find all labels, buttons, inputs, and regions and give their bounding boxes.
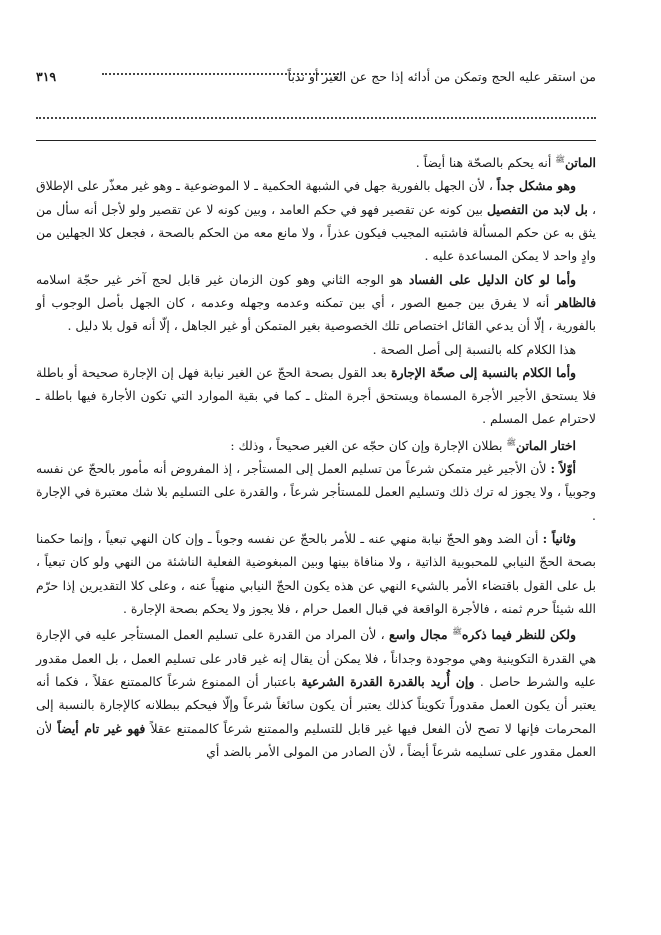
- text-run: أنه لا يفرق بين جميع الصور ، أي بين تمكنه وعدمه وجهله وعدمه ، كان الجهل بأصل الوجوب أو بالفورية ، إلّا أن يدعي القائل اختصاص تلك الخصوصية بغير المتمكن أو غير الجاهل ، إلّا أنه قول بلا دليل .: [36, 294, 596, 334]
- honorific-mark: ﷺ: [506, 437, 517, 447]
- bold-phrase: بل لابد من التفصيل: [487, 201, 588, 217]
- bold-phrase: مجال واسع: [388, 627, 453, 643]
- paragraph: [36, 527, 596, 620]
- text-run: ، لأن المراد من القدرة على تسليم العمل المستأجر عليه في الإجارة هي القدرة التكوينية وهي موجودة وجداناً ، فلا يمكن أن يقال إنه غير قادر على تسليم العمل ، بل العمل مقدور عليه والشرط حاصل .: [36, 627, 596, 689]
- page-number: ٣١٩: [36, 69, 57, 84]
- text-run: هذا الكلام كله بالنسبة إلى أصل الصحة .: [372, 341, 576, 357]
- bold-phrase: فهو غير تام أيضاً: [57, 720, 146, 736]
- bold-phrase: وإن أُريد بالقدرة القدرة الشرعية: [301, 673, 475, 689]
- text-run: لأن الأجير غير متمكن شرعاً من تسليم العمل إلى المستأجر ، إذ المفروض أنه مأمور بالحجّ عن نفسه وجوبياً ، ولا يجوز له ترك ذلك وتسليم العمل للمستأجر شرعاً ، والقدرة على التسليم بلا شك معتبرة في الإجارة .: [36, 461, 596, 523]
- text-run: لأن العمل مقدور على تسليمه شرعاً أيضاً ، لأن الصادر من المولى الأمر بالضد أي: [36, 720, 596, 759]
- bold-phrase: الماتن: [564, 155, 596, 171]
- paragraph: [36, 431, 596, 457]
- paragraph: [36, 338, 596, 361]
- honorific-mark: ﷺ: [452, 627, 462, 637]
- bold-phrase: فالظاهر: [555, 294, 596, 310]
- bold-phrase: ولكن للنظر فيما ذكره: [461, 627, 576, 643]
- bold-phrase: وأما الكلام بالنسبة إلى صحّة الإجارة: [390, 364, 576, 380]
- dotted-separator: [36, 117, 596, 119]
- text-run: بطلان الإجارة وإن كان حجّه عن الغير صحيحاً ، وذلك :: [230, 437, 507, 453]
- text-run: هو الوجه الثاني وهو كون الزمان غير قابل لحج آخر غير حجّة اسلامه: [36, 271, 409, 287]
- bold-phrase: وأما لو كان الدليل على الفساد: [408, 271, 576, 287]
- paragraph: [36, 174, 596, 267]
- bold-phrase: اختار الماتن: [516, 437, 576, 453]
- text-run: ، لأن الجهل بالفورية جهل في الشبهة الحكمية ـ لا الموضوعية ـ وهو غير معذّر على الإطلاق ،: [36, 178, 596, 217]
- text-run: باعتبار أن الممنوع شرعاً كالممتنع عقلاً ، فكما أنه يعتبر أن يكون العمل مقدوراً تكويناً كذلك يعتبر أن يكون سائغاً شرعاً وإلّا فيحكم ببطلانه كالإجارة بالنسبة إلى المحرمات فإنها لا تصح لأن الفعل فيها غير قابل للتسليم والممتنع شرعاً كالممتنع عقلاً: [36, 673, 596, 736]
- dotted-leader: [102, 73, 342, 75]
- text-run: بعد القول بصحة الحجّ عن الغير نيابة فهل إن الإجارة صحيحة أو باطلة فلا يستحق الأجير الأجرة المسماة ويستحق أجرة المثل ـ كما في بقية الموارد التي تكون الأجارة فيها باطلة ـ لاحترام عمل المسلم .: [36, 364, 596, 427]
- bold-phrase: وهو مشكل جداً: [496, 178, 577, 194]
- paragraph: [36, 457, 596, 527]
- book-page: [36, 0, 596, 935]
- body-text: [36, 148, 596, 763]
- bold-phrase: أوّلاً :: [550, 461, 576, 477]
- honorific-mark: ﷺ: [555, 155, 565, 164]
- text-run: أنه يحكم بالصحّة هنا أيضاً .: [415, 155, 556, 171]
- paragraph: [36, 361, 596, 431]
- text-run: بين كونه عن تقصير فهو في حكم العامد ، وبين كونه لا عن تقصير ولو لأجل أنه سأل من يثق به عن حكم المسألة فاشتبه المجيب فيكون عذراً ، ولا مانع معه من الحكم بالصحة ، فجعل كلا الجهلين من وادٍ واحد لا يمكن المساعدة عليه .: [36, 201, 596, 264]
- bold-phrase: وثانياً :: [542, 531, 577, 546]
- header-rule: [36, 140, 596, 141]
- paragraph: [36, 620, 596, 763]
- running-head: [36, 66, 596, 88]
- text-run: أن الضد وهو الحجّ نيابة منهي عنه ـ للأمر بالحجّ عن نفسه وجوباً ـ وإن كان النهي تبعياً ، وإنما حكمنا بصحة الحجّ النيابي للمحبوبية الذاتية ، ولا منافاة بينها وبين المبغوضية الفعلية الناشئة من النهي ولو كان تبعياً ، بل على القول باقتضاء الأمر بالشيء النهي عن هذه يكون الحجّ النيابي منهياً عنه ، وعلى كلا التقديرين إذا حرّم الله شيئاً حرم ثمنه ، فالأجرة الواقعة في قبال العمل حرام ، فلا يجوز ولا يحكم بصحة الإجارة .: [36, 531, 596, 616]
- paragraph: [36, 148, 596, 174]
- paragraph: [36, 268, 596, 338]
- running-head-title: من استقر عليه الحج وتمكن من أدائه إذا حج عن الغير أو ندباً: [287, 69, 596, 84]
